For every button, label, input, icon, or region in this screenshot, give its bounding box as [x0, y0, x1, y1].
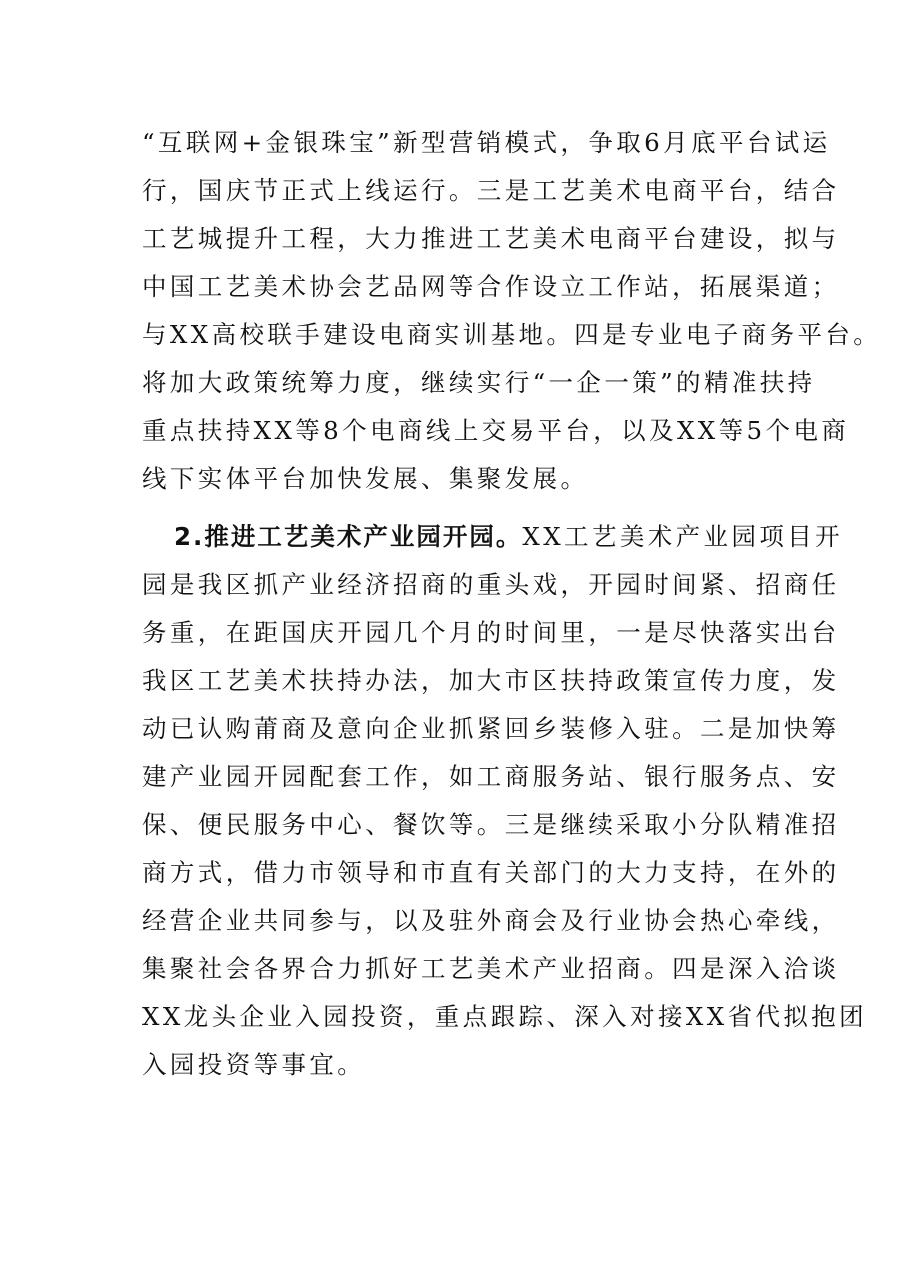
- paragraph-line: 经营企业共同参与，以及驻外商会及行业协会热心牵线，: [142, 906, 840, 935]
- paragraph-line: “互联网+金银珠宝”新型营销模式，争取6月底平台试运: [142, 128, 831, 157]
- paragraph-line: XX龙头企业入园投资，重点跟踪、深入对接XX省代拟抱团: [142, 1002, 868, 1031]
- section-text: XX工艺美术产业园项目开: [522, 522, 844, 551]
- paragraph-line: 入园投资等事宜。: [142, 1050, 366, 1079]
- section-heading: 2.推进工艺美术产业园开园。: [174, 522, 523, 551]
- paragraph-line: 重点扶持XX等8个电商线上交易平台，以及XX等5个电商: [142, 416, 850, 445]
- paragraph-line: 动已认购莆商及意向企业抓紧回乡装修入驻。二是加快筹: [142, 714, 840, 743]
- paragraph-line: 线下实体平台加快发展、集聚发展。: [142, 464, 589, 493]
- paragraph-line: 集聚社会各界合力抓好工艺美术产业招商。四是深入洽谈: [142, 954, 840, 983]
- section-2-first-line: [174, 520, 843, 554]
- paragraph-line: 建产业园开园配套工作，如工商服务站、银行服务点、安: [142, 762, 840, 791]
- paragraph-line: 园是我区抓产业经济招商的重头戏，开园时间紧、招商任: [142, 570, 840, 599]
- paragraph-line: 保、便民服务中心、餐饮等。三是继续采取小分队精准招: [142, 810, 840, 839]
- paragraph-line: 中国工艺美术协会艺品网等合作设立工作站，拓展渠道；: [142, 272, 840, 301]
- paragraph-line: 与XX高校联手建设电商实训基地。四是专业电子商务平台。: [142, 320, 882, 349]
- paragraph-line: 将加大政策统筹力度，继续实行“一企一策”的精准扶持: [142, 368, 816, 397]
- paragraph-line: 商方式，借力市领导和市直有关部门的大力支持，在外的: [142, 858, 840, 887]
- paragraph-line: 工艺城提升工程，大力推进工艺美术电商平台建设，拟与: [142, 224, 840, 253]
- paragraph-line: 我区工艺美术扶持办法，加大市区扶持政策宣传力度，发: [142, 666, 840, 695]
- paragraph-line: 务重，在距国庆开园几个月的时间里，一是尽快落实出台: [142, 618, 840, 647]
- paragraph-line: 行，国庆节正式上线运行。三是工艺美术电商平台，结合: [142, 176, 840, 205]
